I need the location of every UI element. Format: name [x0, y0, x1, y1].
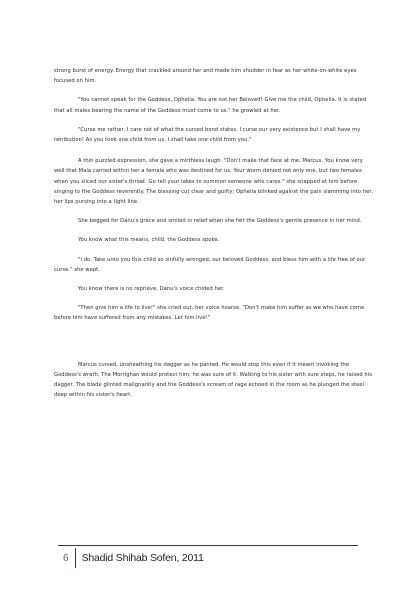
paragraph-3: "Curse me rather, I care not of what the cursed bond states. I curse our very existence but I shall have my retribution! As you took one child from us, I shall take one child from you."	[54, 126, 361, 144]
footer-separator	[75, 548, 76, 568]
footer-divider	[58, 545, 358, 546]
paragraph-8: You know there is no reprieve, Danu's voice chided her.	[78, 286, 225, 293]
paragraph-7: "I do. Take unto you this child so sinfully wronged, our beloved Goddess, and bless him with a life free of our curse." she wept.	[54, 256, 366, 273]
footer-author: Shadid Shihab Sofen, 2011	[81, 552, 204, 564]
paragraph-6: You know what this means, child, the Goddess spoke.	[78, 237, 220, 244]
paragraph-2: "You cannot speak for the Goddess, Ophelia. You are not her Beloved! Give me the child, Ophelia. It is stated that all males bearing the name of the Goddess must come to us." he growled at her.	[54, 97, 367, 114]
paragraph-5: She begged for Danu's grace and smiled in relief when she felt the Goddess's gentle presence in her mind.	[78, 218, 362, 225]
paragraph-10: Marcus cursed, unsheathing his dagger as he panted. He would stop this even if it meant invoking the Goddess's wrath. The Morrighan would protect him, he was sure of it. Walking to his sister with sure steps, he raised his dagger. The blade glinted malignantly and the Goddess's scream of rage echoed in the room as he plunged the steel deep within his sister's heart.	[54, 361, 372, 399]
paragraph-1: strong burst of energy. Energy that crackled around her and made him shudder in fear as her white-on-white eyes focused on him.	[54, 68, 357, 85]
page-footer	[63, 548, 204, 568]
page-number: 6	[63, 552, 69, 564]
document-body	[54, 66, 374, 400]
paragraph-4: A thin puzzled expression, she gave a mirthless laugh. "Don't make that face at me, Marcus. You know very well that Maia carried within her a female who was destined for us. Your worm denied not only one, but two females when you sliced our sister's throat. Go tell your lakes to summon someone who cares." she snapped at him before singing to the Goddess reverently. The blessing cut clear and guilty; Ophelia blinked against the pain slamming into her, her lips pursing into a tight line.	[54, 158, 374, 206]
paragraph-9: "Then give him a life to live!" she cried out, her voice hoarse. "Don't make him suffer as we who have come before him have suffered from any mistakes. Let him live!"	[54, 305, 365, 322]
